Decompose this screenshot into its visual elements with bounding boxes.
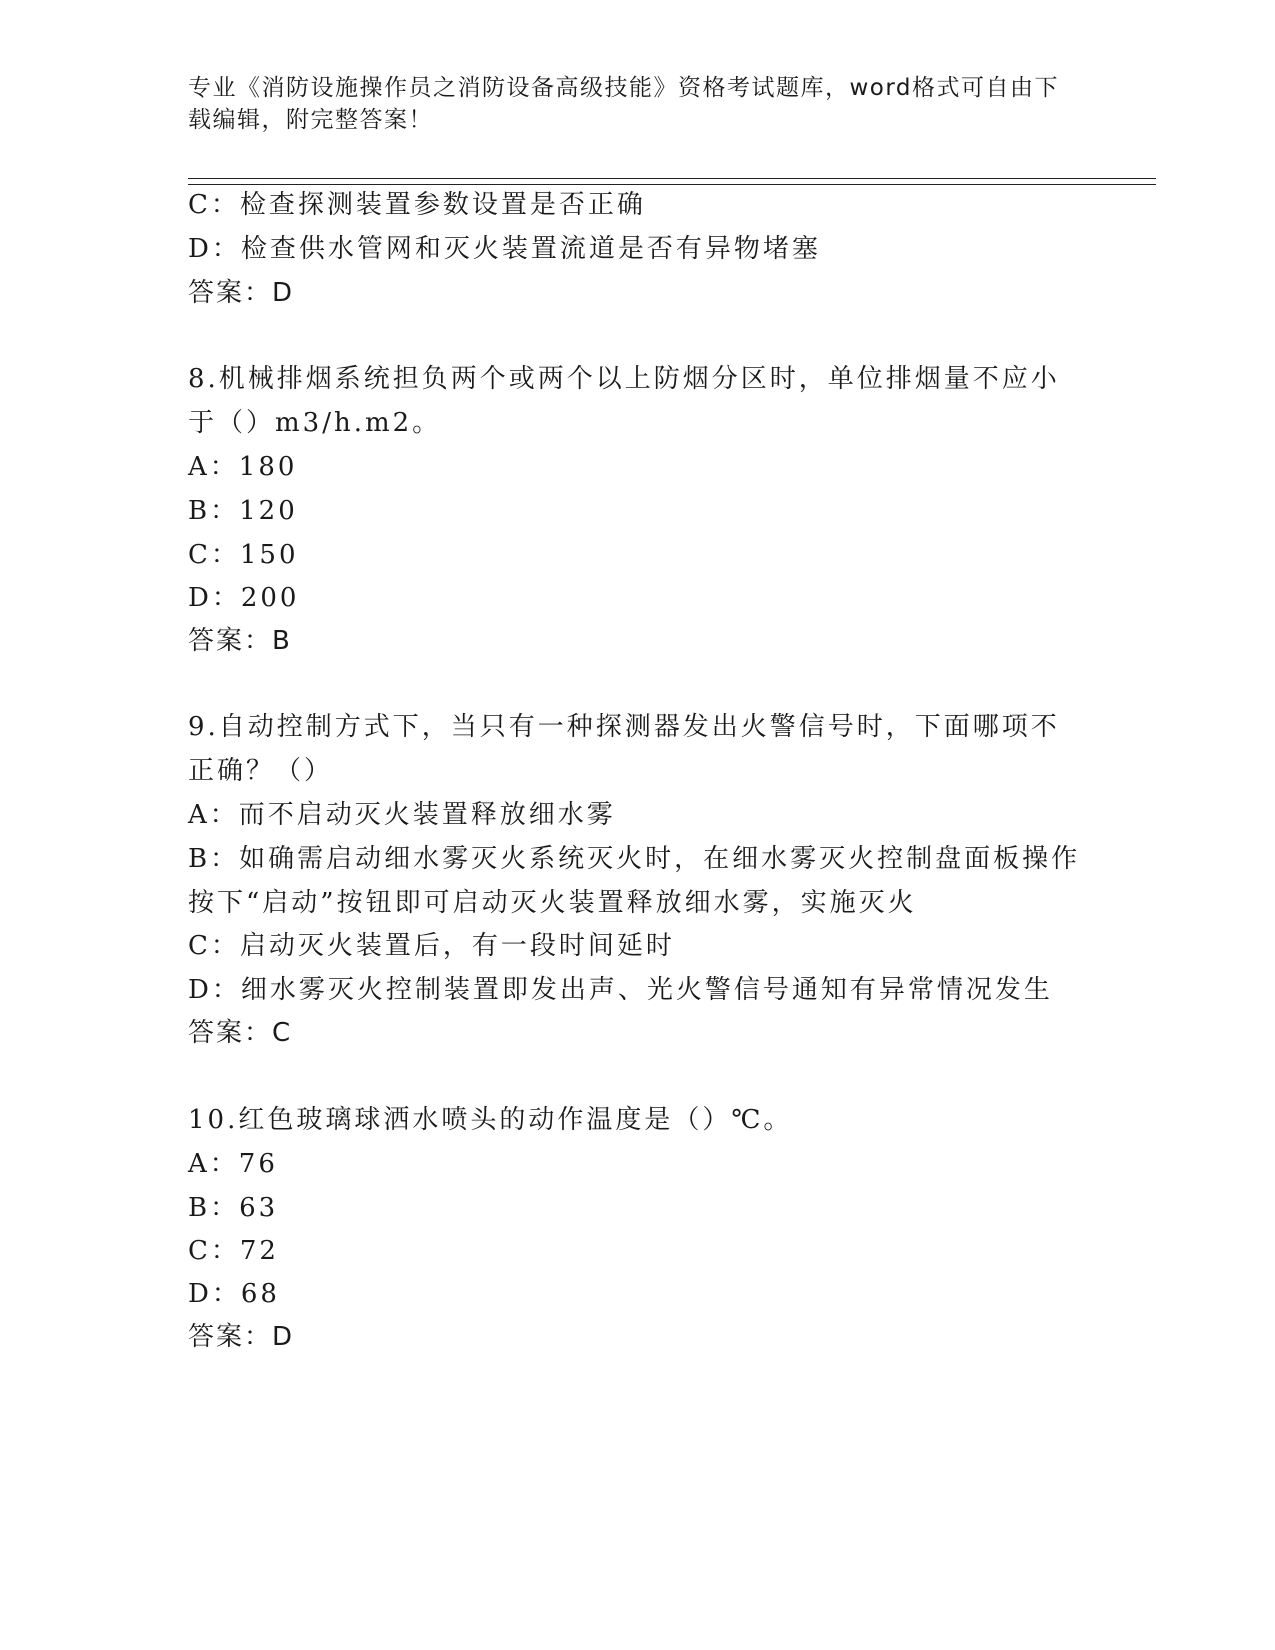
q8-option-d: D：200 [188,583,300,613]
prev-option-d: D：检查供水管网和灭火装置流道是否有异物堵塞 [188,234,821,264]
q9-stem-line-1: 9.自动控制方式下，当只有一种探测器发出火警信号时，下面哪项不 [188,712,1060,742]
q8-option-b: B：120 [188,496,298,526]
document-header [188,72,1068,136]
q9-option-d: D：细水雾灭火控制装置即发出声、光火警信号通知有异常情况发生 [188,975,1053,1005]
q9-option-b-line-1: B：如确需启动细水雾灭火系统灭火时，在细水雾灭火控制盘面板操作 [188,844,1081,874]
header-line-1: 专业《消防设施操作员之消防设备高级技能》资格考试题库，word格式可自由下 [188,75,1060,101]
header-rule-bottom [188,184,1156,185]
q10-option-c: C：72 [188,1236,279,1266]
q8-option-a: A：180 [188,452,298,482]
q8-stem-line-2: 于（）m3/h.m2。 [188,408,442,438]
q10-option-b: B：63 [188,1193,279,1223]
q9-stem-line-2: 正确？（） [188,756,334,786]
prev-answer: 答案：D [188,278,295,308]
q9-option-a: A：而不启动灭火装置释放细水雾 [188,800,616,830]
q9-option-b-line-2: 按下“启动”按钮即可启动灭火装置释放细水雾，实施灭火 [188,888,917,918]
header-line-2: 载编辑，附完整答案！ [188,107,433,133]
header-rule-top [188,178,1156,179]
q9-answer: 答案：C [188,1018,293,1048]
q10-stem-line-1: 10.红色玻璃球洒水喷头的动作温度是（）℃。 [188,1105,793,1135]
q10-answer: 答案：D [188,1322,295,1352]
q10-option-d: D：68 [188,1279,280,1309]
q8-answer: 答案：B [188,626,292,656]
q9-option-c: C：启动灭火装置后，有一段时间延时 [188,931,675,961]
prev-option-c: C：检查探测装置参数设置是否正确 [188,190,646,220]
q8-option-c: C：150 [188,540,299,570]
q8-stem-line-1: 8.机械排烟系统担负两个或两个以上防烟分区时，单位排烟量不应小 [188,364,1060,394]
q10-option-a: A：76 [188,1149,278,1179]
